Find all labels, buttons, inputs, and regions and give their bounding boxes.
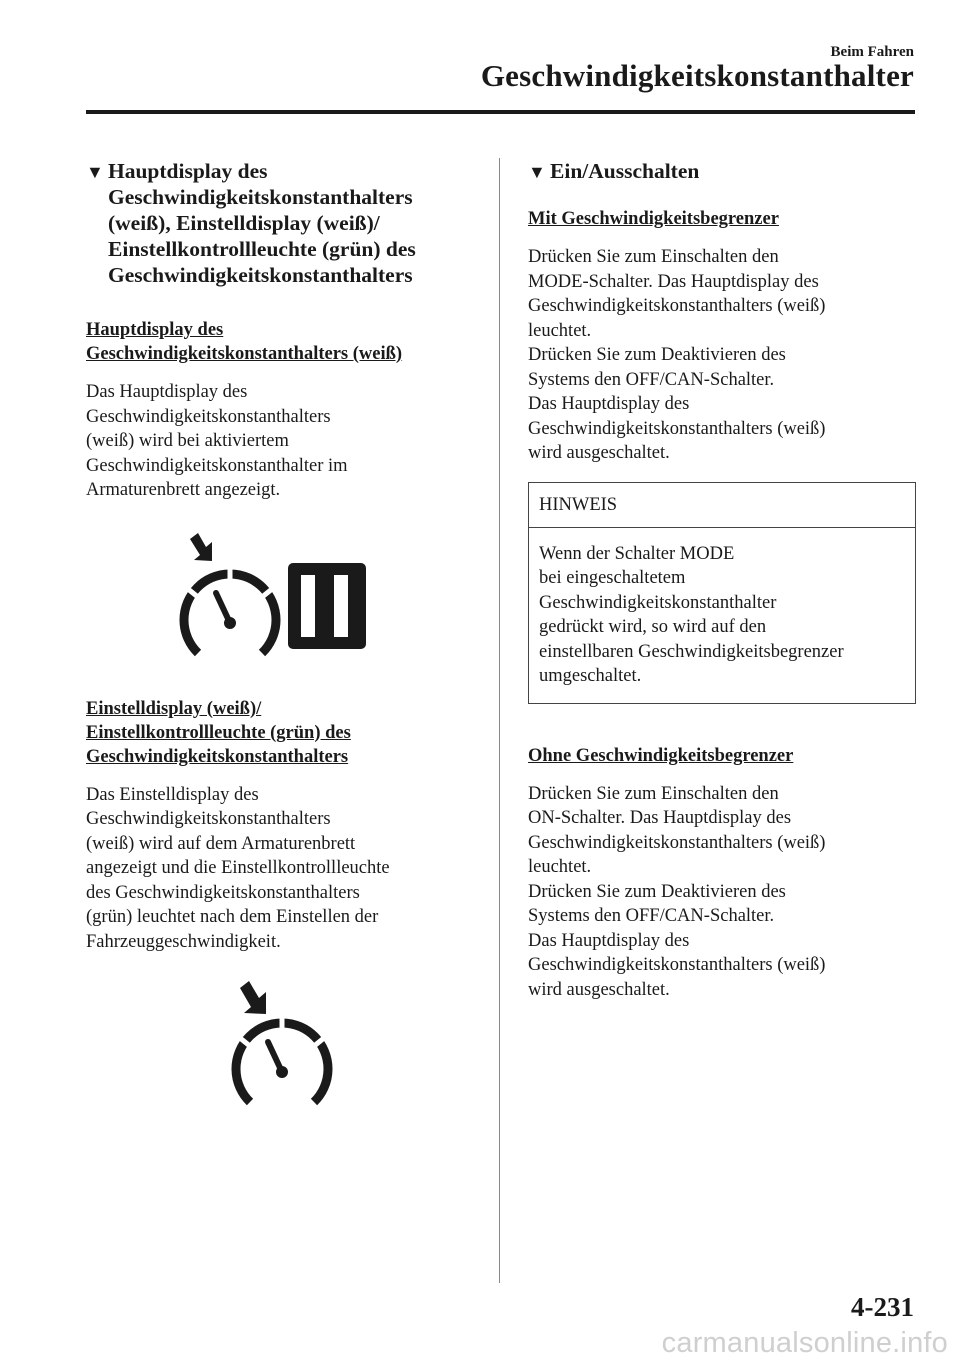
header-section: Beim Fahren: [830, 44, 914, 60]
subheading-main-display: Hauptdisplay des Geschwindigkeitskonstanthalters (weiß): [86, 320, 403, 364]
paragraph-set-display: Das Einstelldisplay des Geschwindigkeitskonstanthalters (weiß) wird auf dem Armaturenbrett angezeigt und die Einstellkontrollleuchte des Geschwindigkeitskonstanthalters (grün) leuchtet nach dem Einstellen der Fahrzeuggeschwindigkeit.: [86, 784, 390, 952]
left-title-line: Geschwindigkeitskonstanthalters: [108, 185, 413, 209]
subheading-with-limiter: Mit Geschwindigkeitsbegrenzer: [528, 209, 779, 229]
left-title-line: (weiß), Einstelldisplay (weiß)/: [108, 211, 380, 235]
note-title: HINWEIS: [529, 483, 915, 528]
left-title-line: Hauptdisplay des: [108, 159, 268, 183]
triangle-down-icon: ▼: [86, 162, 104, 182]
left-title-line: Einstellkontrollleuchte (grün) des: [108, 237, 416, 261]
page-number: 4-231: [851, 1292, 914, 1322]
left-title-line: Geschwindigkeitskonstanthalters: [108, 263, 413, 287]
left-column: [86, 158, 471, 1110]
right-section-heading: [528, 158, 916, 185]
paragraph-with-limiter: Drücken Sie zum Einschalten den MODE-Schalter. Das Hauptdisplay des Geschwindigkeitskonstanthalters (weiß) leuchtet. Drücken Sie zum Deaktivieren des Systems den OFF/CAN-Schalter. Das Hauptdisplay des Geschwindigkeitskonstanthalters (weiß) wird ausgeschaltet.: [528, 247, 826, 463]
header-rule: [86, 110, 915, 114]
triangle-down-icon: ▼: [528, 162, 546, 182]
column-divider: [499, 158, 500, 1283]
paragraph-main-display: Das Hauptdisplay des Geschwindigkeitskonstanthalters (weiß) wird bei aktiviertem Geschwindigkeitskonstanthalter im Armaturenbrett angezeigt.: [86, 382, 348, 500]
left-section-heading: [86, 158, 471, 288]
cruise-control-set-indicator-icon: [228, 980, 338, 1110]
subheading-without-limiter: Ohne Geschwindigkeitsbegrenzer: [528, 745, 794, 766]
page-title: Geschwindigkeitskonstanthalter: [480, 58, 914, 93]
right-title: Ein/Ausschalten: [550, 159, 700, 183]
cruise-control-main-display-icon: [176, 531, 376, 661]
right-column: [528, 158, 916, 1002]
subheading-set-display: Einstelldisplay (weiß)/ Einstellkontrollleuchte (grün) des Geschwindigkeitskonstanthalters: [86, 698, 351, 767]
watermark: carmanualsonline.info: [661, 1327, 948, 1359]
note-box: [528, 482, 916, 704]
note-body: Wenn der Schalter MODE bei eingeschaltetem Geschwindigkeitskonstanthalter gedrückt wird, so wird auf den einstellbaren Geschwindigkeitsbegrenzer umgeschaltet.: [539, 543, 844, 686]
paragraph-without-limiter: Drücken Sie zum Einschalten den ON-Schalter. Das Hauptdisplay des Geschwindigkeitskonstanthalters (weiß) leuchtet. Drücken Sie zum Deaktivieren des Systems den OFF/CAN-Schalter. Das Hauptdisplay des Geschwindigkeitskonstanthalters (weiß) wird ausgeschaltet.: [528, 783, 826, 1000]
